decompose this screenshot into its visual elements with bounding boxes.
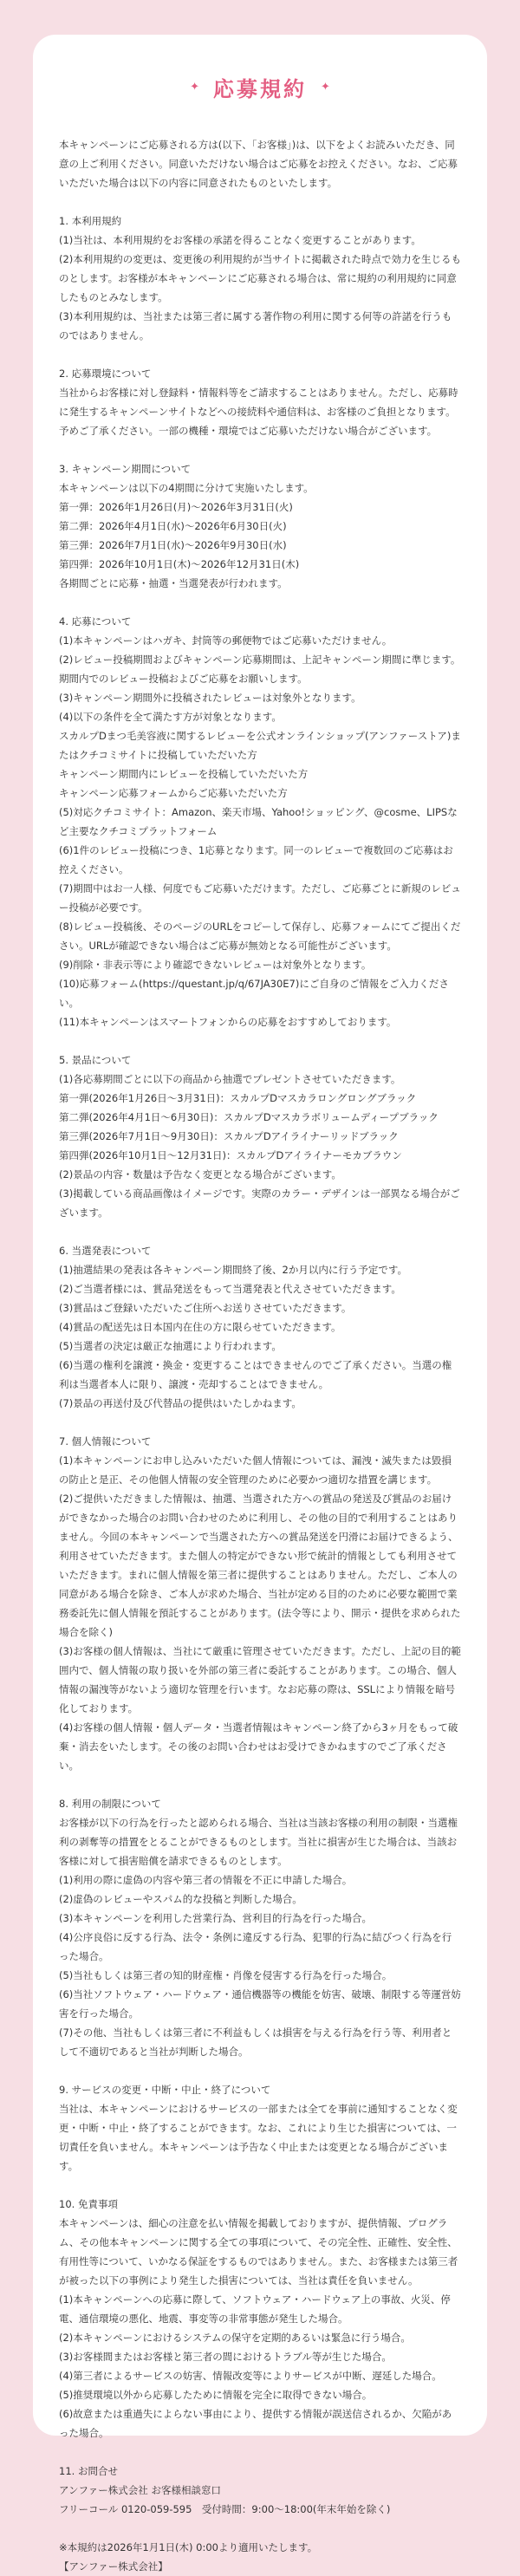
section-line: (3)キャンペーン期間外に投稿されたレビューは対象外となります。 (59, 692, 361, 704)
section-line: 第四弾(2026年10月1日〜12月31日)：スカルプDアイライナーモカブラウン (59, 1149, 402, 1161)
section-line: (3)お客様の個人情報は、当社にて厳重に管理させていただきます。ただし、上記の目的範囲内で、個人情報の取り扱いを外部の第三者に委託することがあります。この場合、個人情報の漏洩等がないよう適切な管理を行います。なお応募の際は、SSLにより情報を暗号化しております。 (59, 1645, 461, 1714)
section-line: 当社は、本キャンペーンにおけるサービスの一部または全てを事前に通知することなく変更・中断・中止・終了することができます。なお、これにより生じた損害については、一切責任を負いません。本キャンペーンは予告なく中止または変更となる場合がございます。 (59, 2103, 458, 2172)
section-line: (7)期間中はお一人様、何度でもご応募いただけます。ただし、ご応募ごとに新規のレビュー投稿が必要です。 (59, 882, 461, 914)
section-line: (3)掲載している商品画像はイメージです。実際のカラー・デザインは一部異なる場合がございます。 (59, 1187, 460, 1219)
section-line: (1)抽選結果の発表は各キャンペーン期間終了後、2か月以内に行う予定です。 (59, 1264, 407, 1276)
section-line: (1)本キャンペーンへの応募に際して、ソフトウェア・ハードウェア上の事故、火災、停電、通信環境の悪化、地震、事変等の非常事態が発生した場合。 (59, 2293, 451, 2325)
section-line: お客様が以下の行為を行ったと認められる場合、当社は当該お客様の利用の制限・当選権利の剥奪等の措置をとることができるものとします。当社に損害が生じた場合は、当該お客様に対して損害賠償を請求できるものとします。 (59, 1817, 458, 1867)
section-line: 各期間ごとに応募・抽選・当選発表が行われます。 (59, 577, 288, 589)
section-heading: 4. 応募について (59, 615, 132, 628)
section-line: (5)対応クチコミサイト：Amazon、楽天市場、Yahoo!ショッピング、@cosme、LIPSなど主要なクチコミプラットフォーム (59, 806, 458, 837)
section-line: 第一弾(2026年1月26日〜3月31日)：スカルプDマスカラロングロングブラック (59, 1092, 417, 1104)
section-10 (59, 2195, 461, 2443)
section-line: 当社からお客様に対し登録料・情報料等をご請求することはありません。ただし、応募時に発生するキャンペーンサイトなどへの接続料や通信料は、お客様のご負担となります。予めご了承ください。一部の機種・環境ではご応募いただけない場合がございます。 (59, 387, 458, 437)
section-5 (59, 1051, 461, 1222)
section-line: (5)当社もしくは第三者の知的財産権・肖像を侵害する行為を行った場合。 (59, 1969, 393, 1981)
section-line: キャンペーン期間内にレビューを投稿していただいた方 (59, 768, 309, 780)
company-name: 【アンファー株式会社】 (59, 2560, 168, 2573)
section-line: (2)本キャンペーンにおけるシステムの保守を定期的あるいは緊急に行う場合。 (59, 2332, 411, 2344)
section-line: (8)レビュー投稿後、そのページのURLをコピーして保存し、応募フォームにてご提出ください。URLが確認できない場合はご応募が無効となる可能性がございます。 (59, 920, 461, 952)
section-heading: 10. 免責事項 (59, 2198, 118, 2210)
terms-card (33, 35, 487, 2573)
diamond-icon-right: ✦ (321, 80, 330, 94)
section-8 (59, 1794, 461, 2061)
footer-block (59, 2538, 461, 2576)
section-line: (4)第三者によるサービスの妨害、情報改変等によりサービスが中断、遅延した場合。 (59, 2370, 442, 2382)
section-line: (7)景品の再送付及び代替品の提供はいたしかねます。 (59, 1397, 302, 1409)
section-1 (59, 211, 461, 345)
section-heading: 3. キャンペーン期間について (59, 463, 192, 475)
section-line: 本キャンペーンは、細心の注意を払い情報を掲載しておりますが、提供情報、プログラム、その他本キャンペーンに関する全ての事項について、その完全性、正確性、安全性、有用性等について、いかなる保証をするものではありません。また、お客様または第三者が被った以下の事例により発生した損害については、当社は責任を負いません。 (59, 2217, 458, 2287)
section-line: 第四弾：2026年10月1日(木)〜2026年12月31日(木) (59, 558, 300, 570)
section-line: (1)当社は、本利用規約をお客様の承諾を得ることなく変更することがあります。 (59, 234, 421, 246)
section-line: (3)本キャンペーンを利用した営業行為、営利目的行為を行った場合。 (59, 1912, 373, 1924)
section-line: スカルプDまつ毛美容液に関するレビューを公式オンラインショップ(アンファーストア)またはクチコミサイトに投稿していただいた方 (59, 730, 461, 761)
section-line: 第二弾(2026年4月1日〜6月30日)：スカルプDマスカラボリュームディープブラック (59, 1111, 439, 1123)
section-3 (59, 459, 461, 593)
section-line: (2)虚偽のレビューやスパム的な投稿と判断した場合。 (59, 1893, 302, 1905)
section-line: (10)応募フォーム(https://questant.jp/q/67JA30E7)にご自身のご情報をご入力ください。 (59, 978, 449, 1009)
section-line: (11)本キャンペーンはスマートフォンからの応募をおすすめしております。 (59, 1016, 397, 1028)
section-line: (3)本利用規約は、当社または第三者に属する著作物の利用に関する何等の許諾を行うものではありません。 (59, 310, 452, 342)
section-line: (2)景品の内容・数量は予告なく変更となる場合がございます。 (59, 1168, 341, 1181)
section-line: (4)賞品の配送先は日本国内在住の方に限らせていただきます。 (59, 1321, 341, 1333)
section-line: (6)1件のレビュー投稿につき、1応募となります。同一のレビューで複数回のご応募はお控えください。 (59, 844, 453, 875)
section-line: (1)本キャンペーンにお申し込みいただいた個人情報については、漏洩・滅失または毀損の防止と是正、その他個人情報の安全管理のために必要かつ適切な措置を講じます。 (59, 1454, 452, 1486)
effective-date-note: ※本規約は2026年1月1日(木) 0:00より適用いたします。 (59, 2541, 318, 2553)
section-line: (1)各応募期間ごとに以下の商品から抽選でプレゼントさせていただきます。 (59, 1073, 401, 1085)
section-line: (4)公序良俗に反する行為、法令・条例に違反する行為、犯罪的行為に結びつく行為を行った場合。 (59, 1931, 452, 1962)
section-line: (2)ご提供いただきました情報は、抽選、当選された方への賞品の発送及び賞品のお届けができなかった場合のお問い合わせのために利用し、その他の目的で利用することはありません。今回の本キャンペーンで当選された方への賞品発送を円滑にお届けできるよう、利用させていただきます。また個人の特定ができない形で統計的情報としても利用させていただきます。まれに個人情報を第三者に提供することはありません。ただし、ご本人の同意がある場合を除き、ご本人が求めた場合、当社が定める目的のために必要な範囲で業務委託先に個人情報を預託することがあります。(法令等により、開示・提供を求められた場合を除く) (59, 1493, 461, 1638)
diamond-icon-left: ✦ (190, 80, 199, 94)
section-heading: 5. 景品について (59, 1054, 132, 1066)
section-line: (2)ご当選者様には、賞品発送をもって当選発表と代えさせていただきます。 (59, 1283, 401, 1295)
section-line: (5)推奨環境以外から応募したために情報を完全に取得できない場合。 (59, 2389, 373, 2401)
section-line: 第三弾：2026年7月1日(水)〜2026年9月30日(水) (59, 539, 287, 551)
section-heading: 8. 利用の制限について (59, 1798, 161, 1810)
page-title (59, 69, 461, 104)
section-line: (2)本利用規約の変更は、変更後の利用規約が当サイトに掲載された時点で効力を生じるものとします。お客様が本キャンペーンにご応募される場合は、常に規約の利用規約に同意したものとみなします。 (59, 253, 461, 303)
section-line: 本キャンペーンは以下の4期間に分けて実施いたします。 (59, 482, 314, 494)
section-line: (1)利用の際に虚偽の内容や第三者の情報を不正に申請した場合。 (59, 1874, 353, 1886)
section-line: (6)当社ソフトウェア・ハードウェア・通信機器等の機能を妨害、破壊、制限する等運営妨害を行った場合。 (59, 1988, 461, 2020)
sections-container (59, 211, 461, 2519)
section-heading: 2. 応募環境について (59, 368, 152, 380)
section-heading: 1. 本利用規約 (59, 215, 122, 227)
section-line: (2)レビュー投稿期間およびキャンペーン応募期間は、上記キャンペーン期間に準じます。期間内でのレビュー投稿およびご応募をお願いします。 (59, 654, 461, 685)
section-line: (4)以下の条件を全て満たす方が対象となります。 (59, 711, 282, 723)
section-line: フリーコール 0120-059-595 受付時間：9:00〜18:00(年末年始を除く) (59, 2503, 391, 2515)
section-line: (6)当選の権利を譲渡・換金・変更することはできませんのでご了承ください。当選の権利は当選者本人に限り、譲渡・売却することはできません。 (59, 1359, 452, 1390)
section-line: (9)削除・非表示等により確認できないレビューは対象外となります。 (59, 959, 372, 971)
section-line: (3)お客様間またはお客様と第三者の間におけるトラブル等が生じた場合。 (59, 2351, 392, 2363)
section-line: 第二弾：2026年4月1日(水)〜2026年6月30日(火) (59, 520, 287, 532)
section-heading: 11. お問合せ (59, 2465, 118, 2477)
section-line: 第一弾：2026年1月26日(月)〜2026年3月31日(火) (59, 501, 293, 513)
section-7 (59, 1432, 461, 1775)
section-9 (59, 2080, 461, 2176)
section-heading: 9. サービスの変更・中断・中止・終了について (59, 2084, 271, 2096)
section-line: (5)当選者の決定は厳正な抽選により行われます。 (59, 1340, 282, 1352)
section-line: (7)その他、当社もしくは第三者に不利益もしくは損害を与える行為を行う等、利用者として不適切であると当社が判断した場合。 (59, 2026, 452, 2058)
section-heading: 7. 個人情報について (59, 1435, 152, 1447)
section-6 (59, 1241, 461, 1413)
section-line: (3)賞品はご登録いただいたご住所へお送りさせていただきます。 (59, 1302, 352, 1314)
section-line: 第三弾(2026年7月1日〜9月30日)：スカルプDアイライナーリッドブラック (59, 1130, 399, 1142)
section-4 (59, 612, 461, 1031)
section-line: (6)故意または重過失によらない事由により、提供する情報が誤送信されるか、欠陥があった場合。 (59, 2408, 452, 2439)
section-line: (4)お客様の個人情報・個人データ・当選者情報はキャンペーン終了から3ヶ月をもって破棄・消去をいたします。その後のお問い合わせはお受けできかねますのでご了承ください。 (59, 1721, 458, 1772)
terms-document (59, 135, 461, 2576)
section-line: (1)本キャンペーンはハガキ、封筒等の郵便物ではご応募いただけません。 (59, 634, 393, 647)
section-2 (59, 364, 461, 440)
section-line: アンファー株式会社 お客様相談窓口 (59, 2484, 221, 2496)
section-line: キャンペーン応募フォームからご応募いただいた方 (59, 787, 288, 799)
title-text: 応募規約 (213, 76, 307, 101)
intro-text: 本キャンペーンにご応募される方は(以下、「お客様」)は、以下をよくお読みいただき、同意の上ご利用ください。同意いただけない場合はご応募をお控えください。なお、ご応募いただいた場合は以下の内容に同意されたものといたします。 (59, 139, 458, 189)
section-heading: 6. 当選発表について (59, 1245, 152, 1257)
